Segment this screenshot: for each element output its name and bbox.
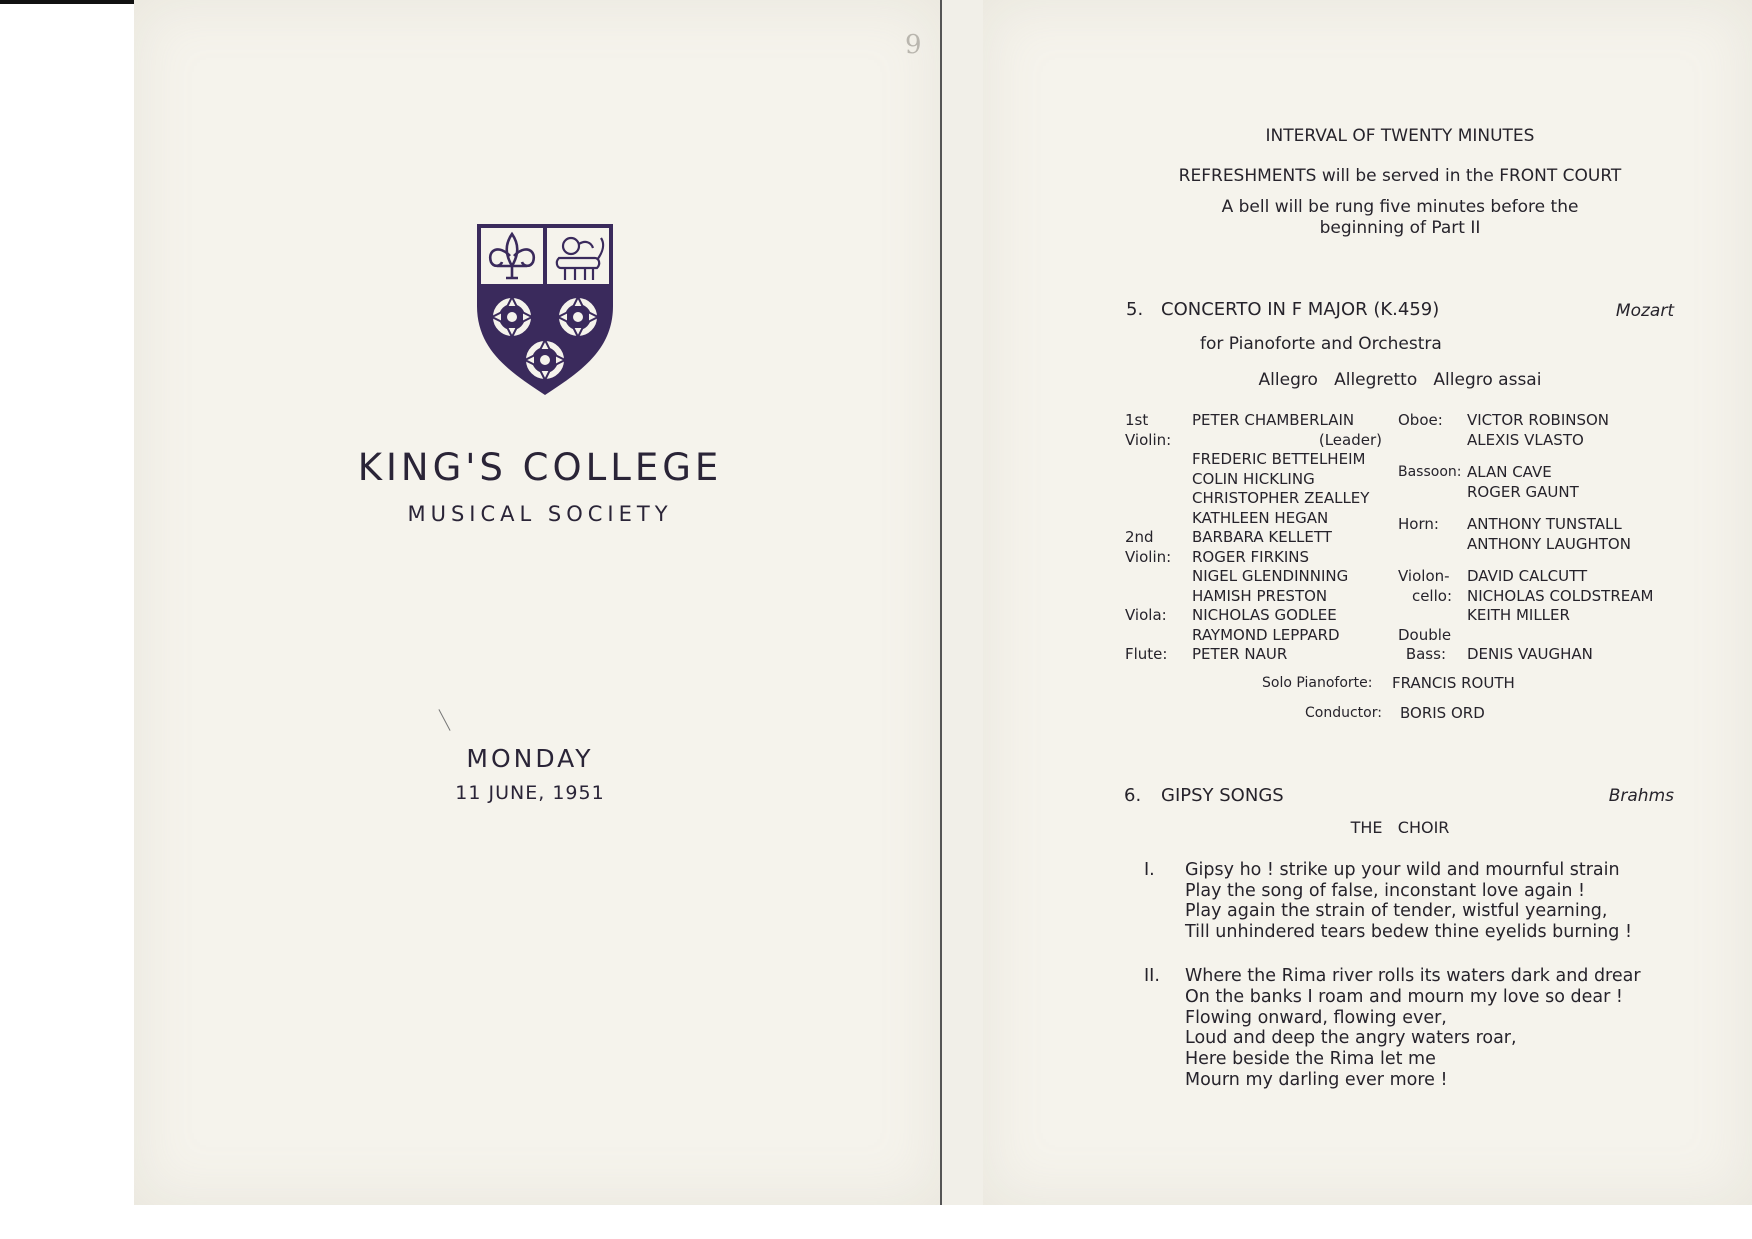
page-gutter [940, 0, 983, 1205]
item5-subtitle: for Pianoforte and Orchestra [1200, 334, 1442, 354]
orchestra-member: FREDERIC BETTELHEIM [1192, 450, 1366, 468]
orchestra-member: HAMISH PRESTON [1192, 586, 1328, 605]
lyric-line: Play the song of false, inconstant love again ! [1185, 881, 1586, 901]
orchestra-leader-note: (Leader) [1318, 430, 1382, 449]
song-numeral: I. [1144, 860, 1155, 880]
orchestra-label: Violin: [1125, 547, 1172, 566]
item5-movements: Allegro Allegretto Allegro assai [1258, 370, 1542, 390]
orchestra-member: ALAN CAVE [1467, 463, 1552, 481]
item6-composer: Brahms [1608, 786, 1674, 806]
lyric-line: Flowing onward, flowing ever, [1185, 1008, 1447, 1028]
concert-date: 11 JUNE, 1951 [455, 782, 605, 804]
orchestra-member: DENIS VAUGHAN [1467, 645, 1593, 663]
orchestra-member: DAVID CALCUTT [1467, 567, 1588, 585]
orchestra-member: ROGER FIRKINS [1192, 547, 1309, 566]
song-numeral: II. [1144, 966, 1160, 986]
lyric-line: Till unhindered tears bedew thine eyelids burning ! [1185, 922, 1632, 942]
bell-note-line2: beginning of Part II [1319, 218, 1481, 238]
college-crest-icon [475, 222, 615, 397]
item5-title: CONCERTO IN F MAJOR (K.459) [1161, 299, 1440, 320]
orchestra-label: Viola: [1125, 606, 1167, 624]
orchestra-label: Horn: [1398, 515, 1439, 533]
conductor-name: BORIS ORD [1400, 704, 1485, 722]
orchestra-label: Bass: [1405, 645, 1446, 663]
lyric-line: Play again the strain of tender, wistful yearning, [1185, 901, 1608, 921]
item6-number: 6. [1124, 785, 1142, 806]
orchestra-member: COLIN HICKLING [1192, 469, 1315, 488]
orchestra-label: Violon- [1398, 567, 1450, 585]
bell-note-line1: A bell will be rung five minutes before the [1221, 197, 1579, 217]
lyric-line: Where the Rima river rolls its waters dark and drear [1185, 966, 1641, 986]
orchestra-member: ANTHONY TUNSTALL [1467, 515, 1622, 533]
orchestra-label: cello: [1411, 586, 1452, 605]
lyric-line: Loud and deep the angry waters roar, [1185, 1028, 1517, 1048]
orchestra-label: 2nd [1125, 528, 1154, 546]
orchestra-member: ANTHONY LAUGHTON [1467, 534, 1631, 553]
scan-edge [0, 0, 134, 4]
orchestra-member: CHRISTOPHER ZEALLEY [1192, 489, 1370, 507]
interval-heading: INTERVAL OF TWENTY MINUTES [1265, 126, 1535, 146]
orchestra-member: KATHLEEN HEGAN [1192, 508, 1329, 527]
orchestra-member: ROGER GAUNT [1467, 482, 1579, 501]
lyric-line: On the banks I roam and mourn my love so dear ! [1185, 987, 1623, 1007]
orchestra-member: ALEXIS VLASTO [1467, 430, 1584, 449]
orchestra-member: RAYMOND LEPPARD [1192, 625, 1340, 644]
page-edge-line [940, 0, 942, 1205]
handwritten-page-number: 9 [905, 30, 922, 60]
orchestra-member: KEITH MILLER [1467, 606, 1570, 624]
orchestra-label: Oboe: [1398, 411, 1443, 429]
item5-composer: Mozart [1615, 301, 1674, 321]
orchestra-label: Flute: [1125, 645, 1168, 663]
soloist-label: Solo Pianoforte: [1262, 675, 1373, 691]
cover-page [134, 0, 940, 1205]
orchestra-member: PETER CHAMBERLAIN [1192, 411, 1355, 429]
orchestra-member: NICHOLAS COLDSTREAM [1467, 586, 1654, 605]
orchestra-label: Double [1398, 625, 1452, 644]
orchestra-label: Violin: [1125, 430, 1172, 449]
society-subtitle: MUSICAL SOCIETY [407, 502, 673, 526]
orchestra-member: VICTOR ROBINSON [1467, 411, 1610, 429]
soloist-name: FRANCIS ROUTH [1392, 674, 1515, 692]
lyric-line: Mourn my darling ever more ! [1185, 1070, 1448, 1090]
lyric-line: Gipsy ho ! strike up your wild and mournful strain [1185, 860, 1620, 880]
item5-number: 5. [1126, 299, 1144, 320]
conductor-label: Conductor: [1305, 705, 1382, 721]
college-title: KING'S COLLEGE [357, 446, 723, 489]
orchestra-member: NICHOLAS GODLEE [1192, 606, 1337, 624]
orchestra-label: 1st [1125, 411, 1149, 429]
item6-title: GIPSY SONGS [1161, 785, 1284, 806]
orchestra-label: Bassoon: [1398, 464, 1462, 480]
orchestra-member: NIGEL GLENDINNING [1192, 567, 1349, 585]
orchestra-member: BARBARA KELLETT [1192, 528, 1332, 546]
concert-day: MONDAY [466, 744, 594, 773]
item6-performer: THE CHOIR [1350, 818, 1450, 837]
refreshments-note: REFRESHMENTS will be served in the FRONT COURT [1178, 166, 1622, 186]
lyric-line: Here beside the Rima let me [1185, 1049, 1436, 1069]
orchestra-member: PETER NAUR [1192, 645, 1288, 663]
